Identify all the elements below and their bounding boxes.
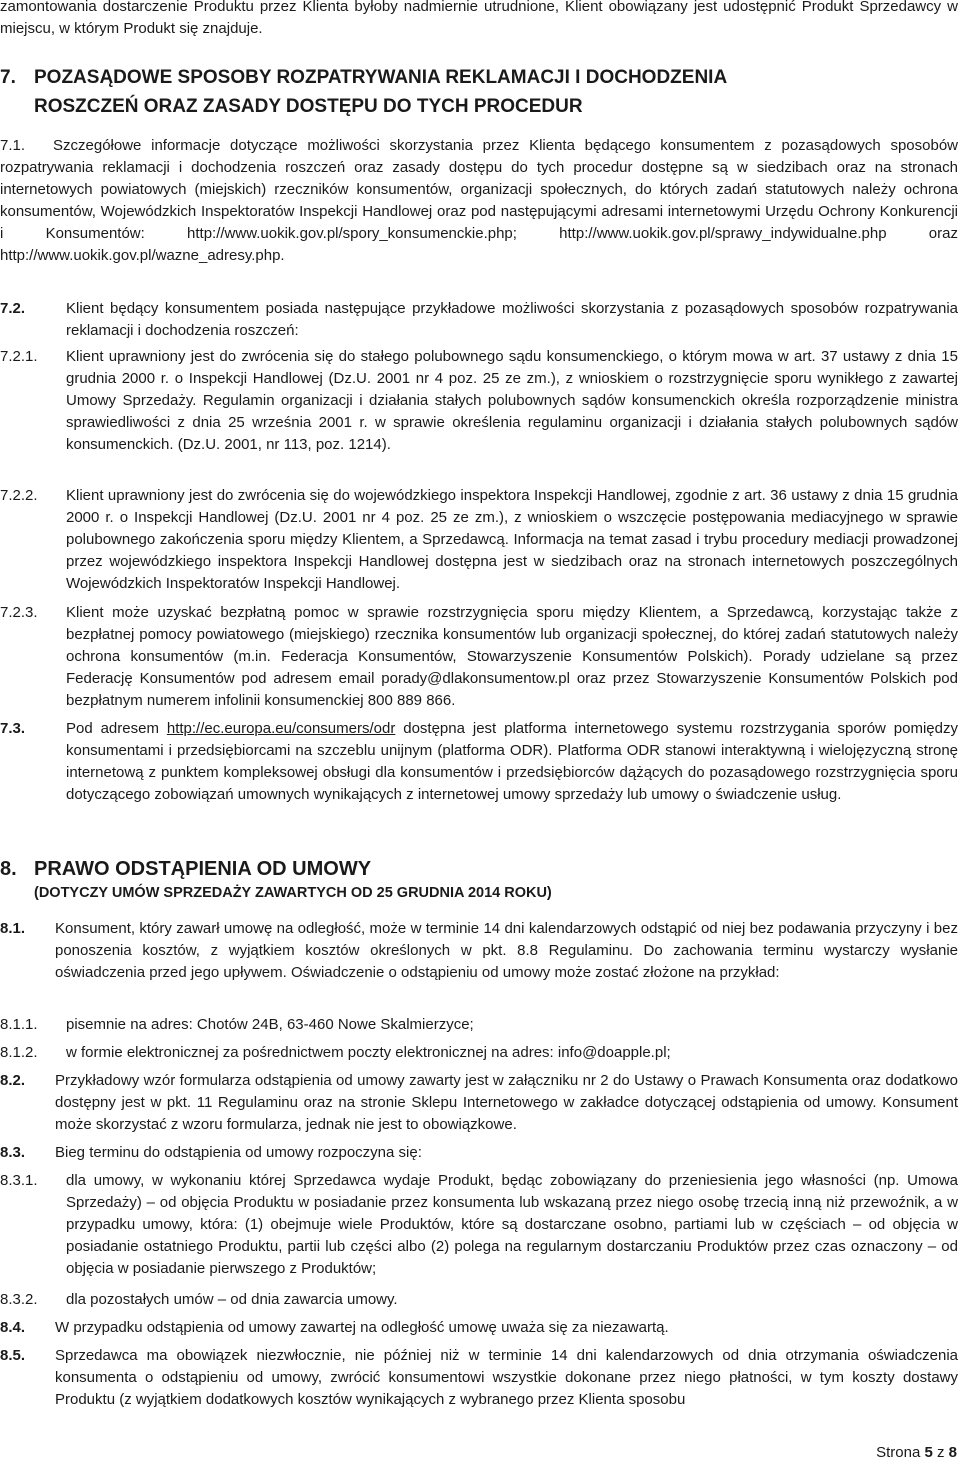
item-number: 8.1.2. — [0, 1044, 38, 1061]
item-number: 8.3.2. — [0, 1291, 38, 1308]
item-text: pisemnie na adres: Chotów 24B, 63-460 Nowe Skalmierzyce; — [66, 1016, 474, 1033]
item-number: 7.3. — [0, 720, 26, 737]
item-text: Klient może uzyskać bezpłatną pomoc w sprawie rozstrzygnięcia sporu między Klientem, a Sprzedawcą, korzystając także z bezpłatnej pomocy powiatowego (miejskiego) rzecznika konsumentów lub organizacji społecznej, do której zadań statutowych należy ochrona konsumentów (m.in. Federacja Konsumentów, Stowarzyszenie Konsumentów Polskich). Porady udzielane są przez Federację Konsumentów pod adresem email porady@dlakonsumentow.pl oraz przez Stowarzyszenie Konsumentów Polskich pod bezpłatnym numerem infolinii konsumenckiej 800 889 866. — [66, 604, 958, 709]
item-number: 7.2. — [0, 300, 26, 317]
item-text: Klient uprawniony jest do zwrócenia się do wojewódzkiego inspektora Inspekcji Handlowej, zgodnie z art. 36 ustawy z dnia 15 grudnia 2000 r. o Inspekcji Handlowej (Dz.U. 2001 nr 4 poz. 25 ze zm.), z wnioskiem o wszczęcie postępowania mediacyjnego w sprawie polubownego zakończenia sporu między Klientem, a Sprzedawcą. Informacja na temat zasad i trybu procedury mediacji prowadzonej przez wojewódzkiego inspektora Inspekcji Handlowej dostępna jest w siedzibach oraz na stronach internetowych poszczególnych Wojewódzkich Inspektoratów Inspekcji Handlowej. — [66, 487, 958, 592]
section-8-heading — [0, 855, 960, 885]
item-text: Bieg terminu do odstąpienia od umowy rozpoczyna się: — [55, 1144, 422, 1161]
section-8-title: PRAWO ODSTĄPIENIA OD UMOWY — [34, 858, 372, 880]
item-number: 7.2.1. — [0, 348, 38, 365]
list-item — [0, 135, 958, 267]
item-text: Przykładowy wzór formularza odstąpienia od umowy zawarty jest w załączniku nr 2 do Ustawy o Prawach Konsumenta oraz dodatkowo dostępny jest w pkt. 11 Regulaminu oraz na stronie Sklepu Internetowego w zakładce dotyczącej odstąpienia od umowy. Konsument może skorzystać z wzoru formularza, jednak nie jest to obowiązkowe. — [55, 1072, 958, 1133]
item-text: w formie elektronicznej za pośrednictwem poczty elektronicznej na adres: info@doapple.pl; — [66, 1044, 671, 1061]
odr-platform-link[interactable]: http://ec.europa.eu/consumers/odr — [166, 720, 396, 737]
section-7-title-line2: ROSZCZEŃ ORAZ ZASADY DOSTĘPU DO TYCH PROCEDUR — [34, 96, 583, 117]
section-8-subtitle: (DOTYCZY UMÓW SPRZEDAŻY ZAWARTYCH OD 25 GRUDNIA 2014 ROKU) — [34, 885, 552, 901]
section-7-heading — [0, 64, 960, 122]
item-text: W przypadku odstąpienia od umowy zawartej na odległość umowę uważa się za niezawartą. — [55, 1319, 669, 1336]
item-number: 8.5. — [0, 1347, 26, 1364]
intro-paragraph: zamontowania dostarczenie Produktu przez Klienta byłoby nadmiernie utrudnione, Klient obowiązany jest udostępnić Produkt Sprzedawcy w miejscu, w którym Produkt się znajduje. — [0, 0, 958, 37]
item-number: 7.1. — [0, 137, 26, 154]
item-number: 8.3. — [0, 1144, 26, 1161]
item-number: 8.1.1. — [0, 1016, 38, 1033]
item-number: 7.2.2. — [0, 487, 38, 504]
section-7-number: 7. — [0, 67, 16, 88]
section-7-title-line1: POZASĄDOWE SPOSOBY ROZPATRYWANIA REKLAMACJI I DOCHODZENIA — [34, 67, 728, 88]
item-text: Pod adresem http://ec.europa.eu/consumers/odr dostępna jest platforma internetowego systemu rozstrzygania sporów pomiędzy konsumentami i przedsiębiorcami na szczeblu unijnym (platforma ODR). Platforma ODR stanowi interaktywną i wielojęzyczną stronę internetową z punktem kompleksowej obsługi dla konsumentów i przedsiębiorców dążących do pozasądowego rozstrzygnięcia sporu dotyczącego zobowiązań umownych wynikających z internetowej umowy sprzedaży lub umowy o świadczenie usług. — [66, 720, 958, 803]
item-text: Konsument, który zawarł umowę na odległość, może w terminie 14 dni kalendarzowych odstąpić od niej bez podawania przyczyny i bez ponoszenia kosztów, z wyjątkiem kosztów określonych w pkt. 8.8 Regulaminu. Do zachowania terminu wystarczy wysłanie oświadczenia przed jego upływem. Oświadczenie o odstąpieniu od umowy może zostać złożone na przykład: — [55, 920, 958, 981]
item-text: dla pozostałych umów – od dnia zawarcia umowy. — [66, 1291, 398, 1308]
item-number: 8.2. — [0, 1072, 26, 1089]
item-number: 8.4. — [0, 1319, 26, 1336]
item-text: Sprzedawca ma obowiązek niezwłocznie, nie później niż w terminie 14 dni kalendarzowych od dnia otrzymania oświadczenia konsumenta o odstąpieniu od umowy, zwrócić konsumentowi wszystkie dokonane przez niego płatności, w tym koszty dostawy Produktu (z wyjątkiem dodatkowych kosztów wynikających z wybranego przez Klienta sposobu — [55, 1347, 958, 1408]
item-text: Klient będący konsumentem posiada następujące przykładowe możliwości skorzystania z pozasądowych sposobów rozpatrywania reklamacji i dochodzenia roszczeń: — [66, 300, 958, 339]
section-8-number: 8. — [0, 858, 17, 880]
item-text: Szczegółowe informacje dotyczące możliwości skorzystania przez Klienta będącego konsumentem z pozasądowych sposobów rozpatrywania reklamacji i dochodzenia roszczeń oraz zasady dostępu do tych procedur dostępne są w siedzibach oraz na stronach internetowych powiatowych (miejskich) rzeczników konsumentów, organizacji społecznych, do których zadań statutowych należy ochrona konsumentów, Wojewódzkich Inspektoratów Inspekcji Handlowej oraz pod następującymi adresami internetowymi Urzędu Ochrony Konkurencji i Konsumentów: http://www.uokik.gov.pl/spory_konsumenckie.php; http://www.uokik.gov.pl/sprawy_indywidualne.php oraz http://www.uokik.gov.pl/wazne_adresy.php. — [0, 137, 958, 264]
page-number: Strona 5 z 8 — [876, 1444, 957, 1461]
item-number: 8.1. — [0, 920, 26, 937]
item-text: Klient uprawniony jest do zwrócenia się do stałego polubownego sądu konsumenckiego, o którym mowa w art. 37 ustawy z dnia 15 grudnia 2000 r. o Inspekcji Handlowej (Dz.U. 2001 nr 4 poz. 25 ze zm.), z wnioskiem o rozstrzygnięcie sporu wynikłego z zawartej Umowy Sprzedaży. Regulamin organizacji i działania stałych polubownych sądów konsumenckich określa rozporządzenie ministra sprawiedliwości z dnia 25 września 2001 r. w sprawie określenia regulaminu organizacji i działania stałych polubownych sądów konsumenckich. (Dz.U. 2001, nr 113, poz. 1214). — [66, 348, 958, 453]
item-number: 7.2.3. — [0, 604, 38, 621]
item-text: dla umowy, w wykonaniu której Sprzedawca wydaje Produkt, będąc zobowiązany do przeniesienia jego własności (np. Umowa Sprzedaży) – od objęcia Produktu w posiadanie przez konsumenta lub wskazaną przez niego osobę trzecią inną niż przewoźnik, a w przypadku umowy, która: (1) obejmuje wiele Produktów, które są dostarczane osobno, partiami lub w częściach – od objęcia w posiadanie ostatniego Produktu, partii lub części albo (2) polega na regularnym dostarczaniu Produktów przez czas oznaczony – od objęcia w posiadanie pierwszego z Produktów; — [66, 1172, 958, 1277]
item-number: 8.3.1. — [0, 1172, 38, 1189]
